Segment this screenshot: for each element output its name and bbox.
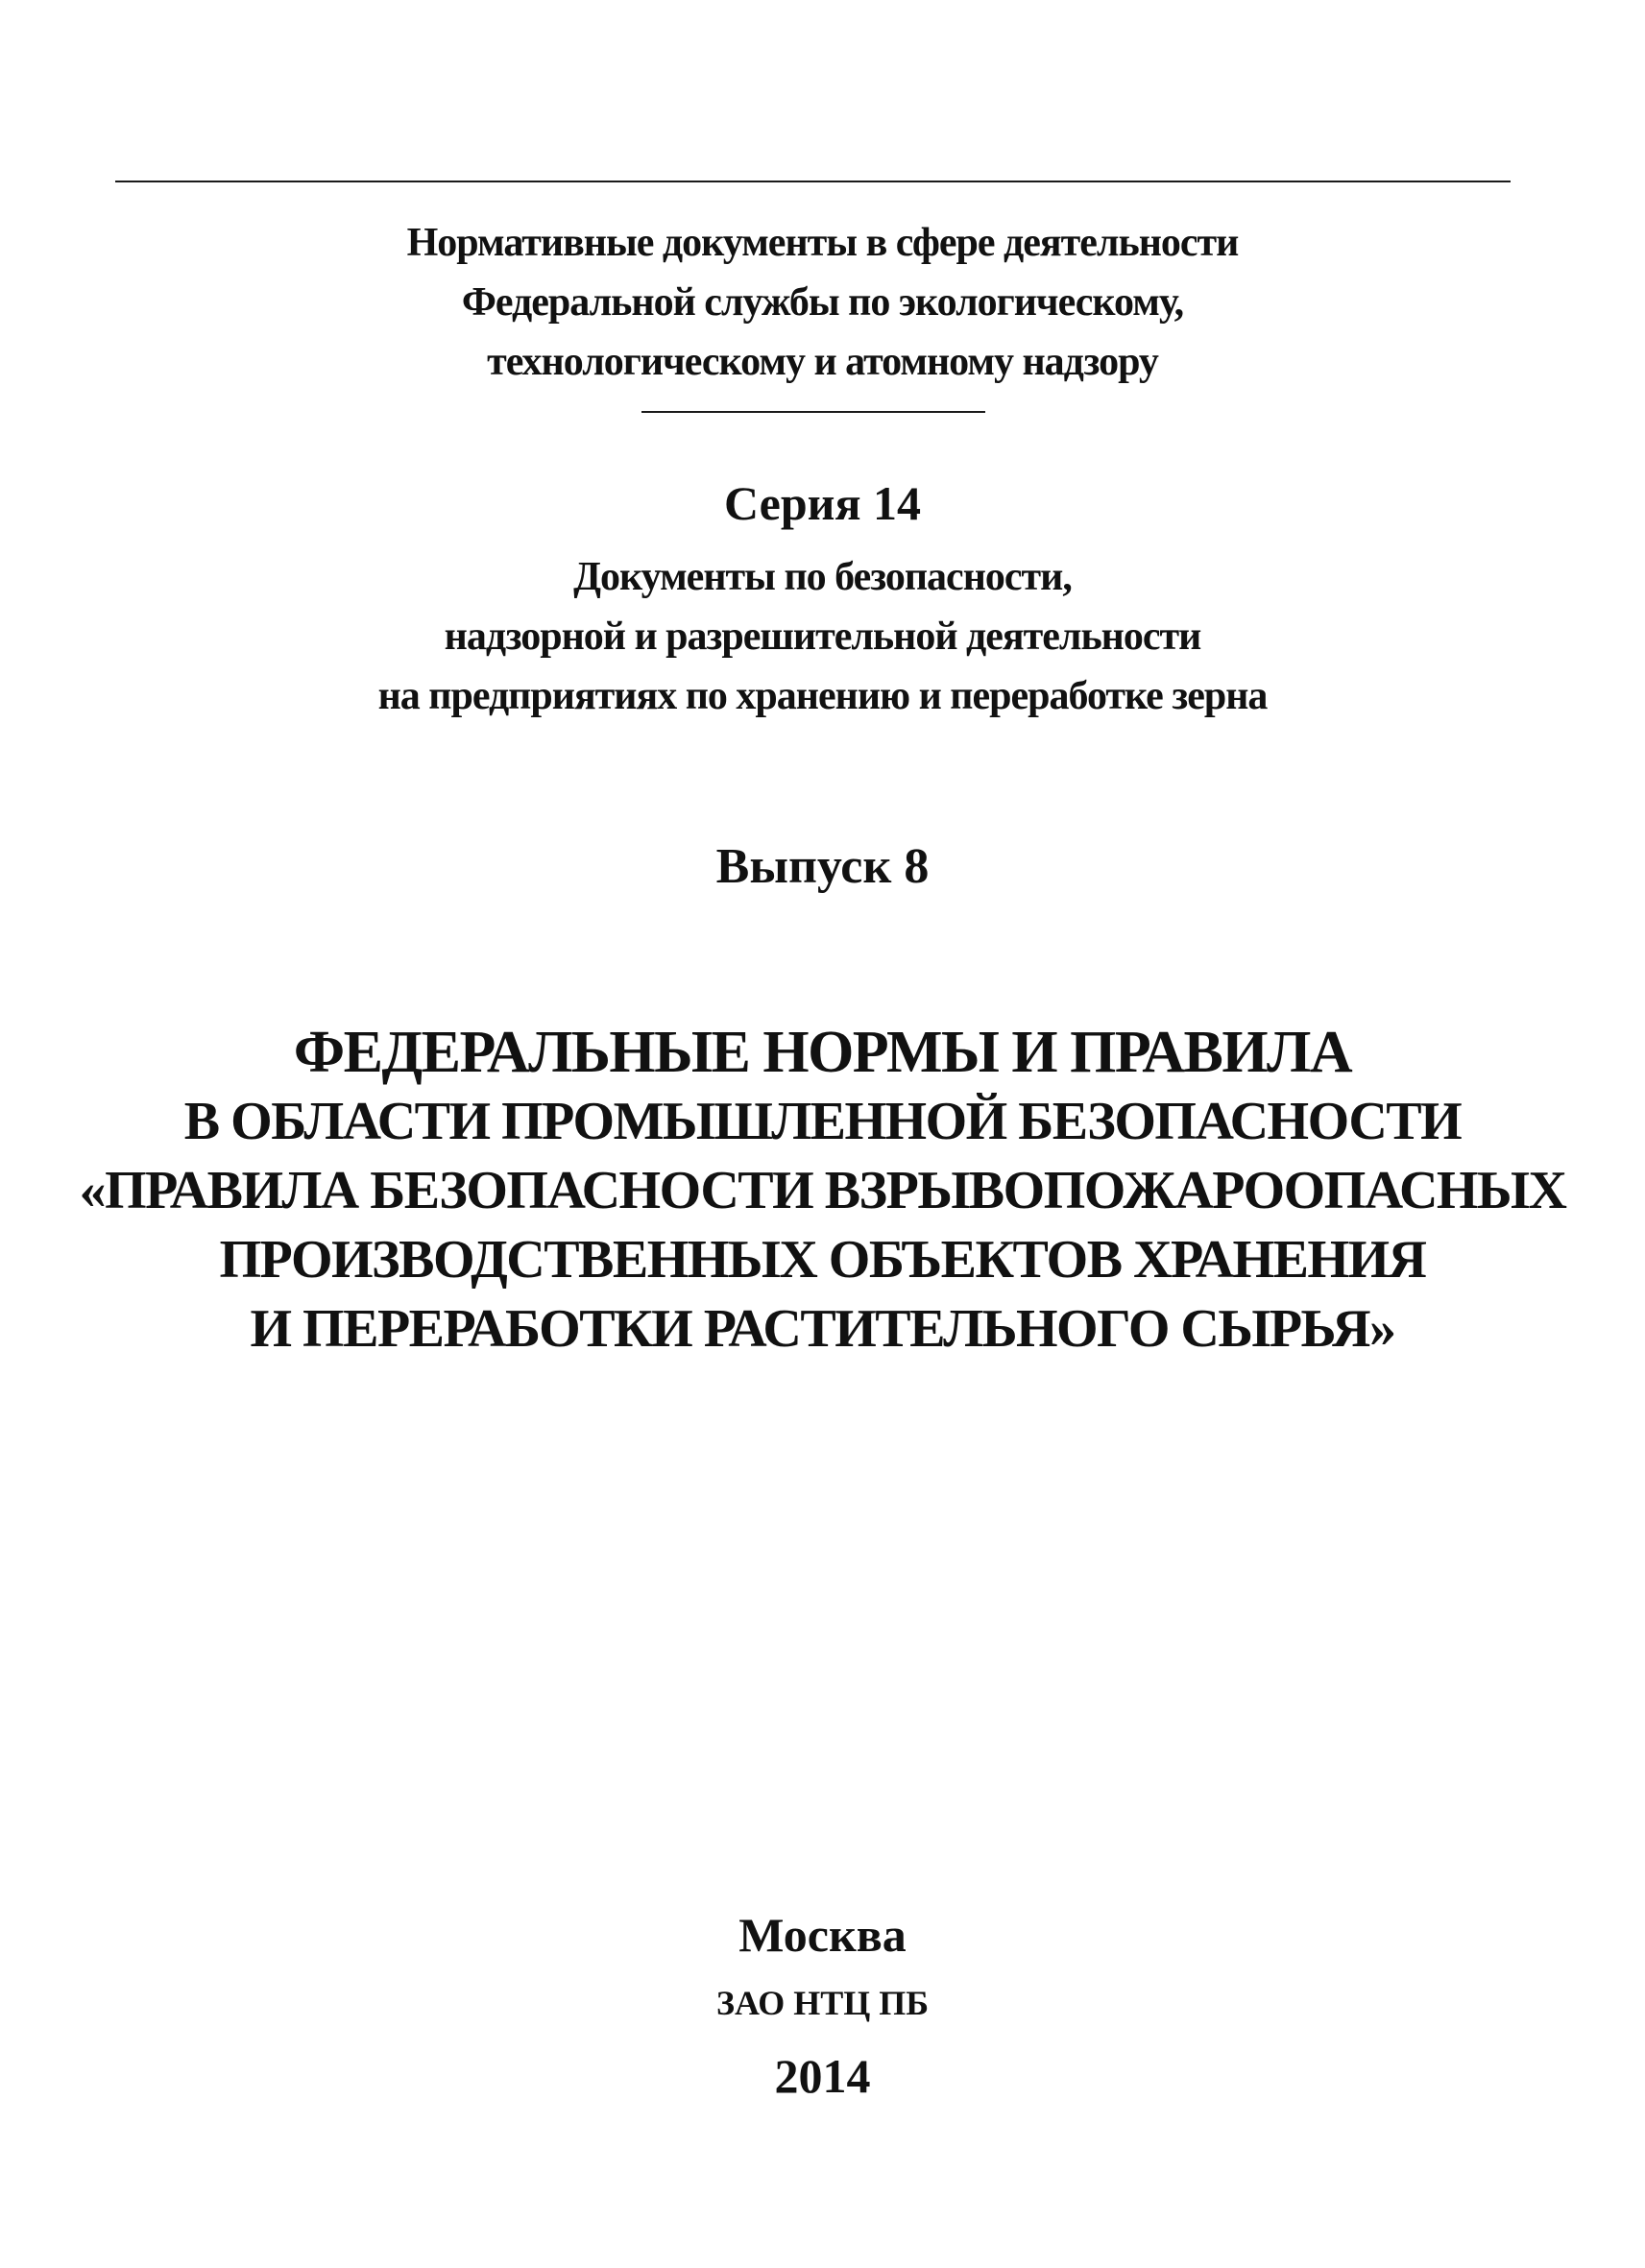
imprint-city: Москва bbox=[738, 1908, 907, 1962]
document-title-line: И ПЕРЕРАБОТКИ РАСТИТЕЛЬНОГО СЫРЬЯ» bbox=[250, 1299, 1395, 1359]
agency-heading bbox=[0, 213, 1645, 392]
short-divider bbox=[641, 411, 985, 413]
document-title-line: ФЕДЕРАЛЬНЫЕ НОРМЫ И ПРАВИЛА bbox=[293, 1020, 1352, 1085]
imprint-year: 2014 bbox=[774, 2049, 871, 2103]
document-title-line: В ОБЛАСТИ ПРОМЫШЛЕННОЙ БЕЗОПАСНОСТИ bbox=[183, 1092, 1462, 1151]
agency-line: Нормативные документы в сфере деятельности bbox=[406, 221, 1239, 265]
issue-number: Выпуск 8 bbox=[715, 839, 930, 894]
series-title: Серия 14 bbox=[723, 476, 922, 530]
imprint-publisher: ЗАО НТЦ ПБ bbox=[715, 1984, 930, 2022]
document-title-line: «ПРАВИЛА БЕЗОПАСНОСТИ ВЗРЫВОПОЖАРООПАСНЫХ bbox=[79, 1161, 1566, 1220]
series-description-line: Документы по безопасности, bbox=[573, 555, 1072, 599]
series-description-line: на предприятиях по хранению и переработке зерна bbox=[377, 674, 1268, 718]
document-title bbox=[0, 1018, 1645, 1363]
agency-line: Федеральной службы по экологическому, bbox=[461, 280, 1184, 325]
series-description-line: надзорной и разрешительной деятельности bbox=[444, 615, 1201, 659]
series-description bbox=[0, 547, 1645, 726]
agency-line: технологическому и атомному надзору bbox=[487, 340, 1158, 384]
top-divider bbox=[115, 181, 1511, 182]
document-title-line: ПРОИЗВОДСТВЕННЫХ ОБЪЕКТОВ ХРАНЕНИЯ bbox=[219, 1230, 1426, 1290]
